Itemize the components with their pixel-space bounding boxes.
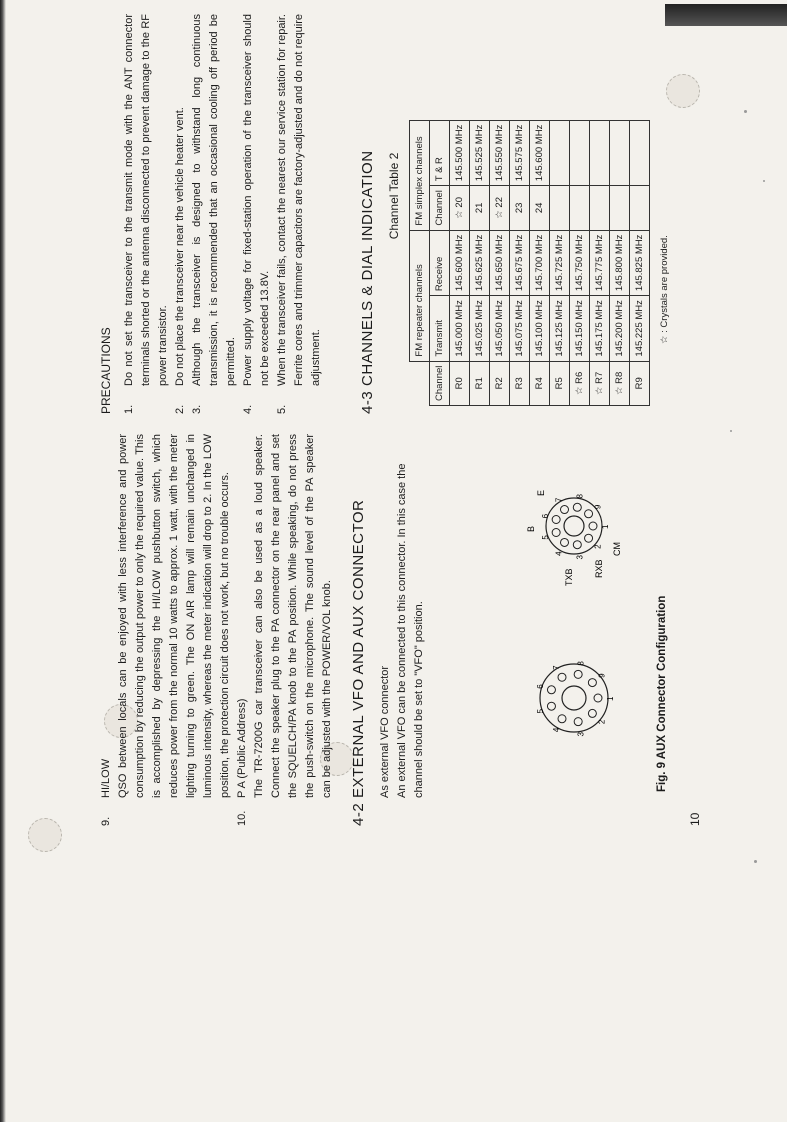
connector-pin	[561, 506, 569, 514]
precaution-number: 3.	[191, 404, 203, 414]
precaution-text: Although the transceiver is designed to withstand long continuous transmission, it is recommended that an occasional cooling off period be permitted.	[191, 14, 237, 386]
scan-edge-left	[0, 0, 6, 1122]
cell-t-and-r	[570, 120, 590, 186]
cell-simplex-channel: 24	[530, 186, 550, 230]
section-title: EXTERNAL VFO AND AUX CONNECTOR	[350, 499, 367, 798]
table-corner	[410, 361, 430, 405]
section-heading-4-3	[359, 14, 376, 414]
cell-simplex-channel: ☆ 20	[450, 186, 470, 230]
pin-number: 2	[593, 544, 603, 549]
cell-transmit: 145.125 MHz	[550, 296, 570, 362]
precaution-item	[189, 14, 240, 414]
connector-pin	[585, 510, 593, 518]
page-number: 10	[688, 812, 702, 826]
cell-channel: R1	[470, 361, 490, 405]
cell-channel: R5	[550, 361, 570, 405]
precaution-text: Do not place the transceiver near the vehicle heater vent.	[174, 107, 186, 386]
cell-receive: 145.750 MHz	[570, 230, 590, 296]
cell-transmit: 145.050 MHz	[490, 296, 510, 362]
table-row	[470, 120, 490, 405]
connector-pin	[588, 709, 596, 717]
connector-pin	[561, 538, 569, 546]
cell-transmit: 145.150 MHz	[570, 296, 590, 362]
cell-transmit: 145.225 MHz	[630, 296, 650, 362]
pin-number: 1	[601, 524, 610, 529]
table-row	[530, 120, 550, 405]
cell-channel: R4	[530, 361, 550, 405]
table-row	[550, 120, 570, 405]
cell-simplex-channel	[590, 186, 610, 230]
cell-channel: R0	[450, 361, 470, 405]
aux-connector-left-diagram	[536, 661, 615, 737]
precaution-text: Power supply voltage for fixed-station operation of the transceiver should not be exceeded 13.8V.	[242, 14, 271, 386]
cell-transmit: 145.075 MHz	[510, 296, 530, 362]
connector-pin	[574, 670, 582, 678]
item-heading: P A (Public Address)	[236, 698, 248, 798]
section-subtitle: As external VFO connector	[379, 665, 391, 798]
label-cm: CM	[612, 542, 622, 556]
connector-pin	[552, 528, 560, 536]
connector-pin	[552, 516, 560, 524]
pin-number: 5	[540, 535, 550, 540]
table-row	[590, 120, 610, 405]
pin-number: 4	[554, 551, 564, 556]
precaution-item	[240, 14, 274, 414]
connector-pin	[558, 715, 566, 723]
channel-table-body	[450, 120, 650, 405]
channel-table	[409, 120, 650, 406]
cell-channel: ☆ R6	[570, 361, 590, 405]
col-t-and-r: T & R	[430, 120, 450, 186]
cell-simplex-channel: 21	[470, 186, 490, 230]
item-public-address	[234, 434, 336, 826]
item-number: 10.	[236, 810, 248, 826]
section-text: An external VFO can be connected to this connector. In this case the channel should be set to "VFO" position.	[396, 463, 425, 798]
cell-t-and-r: 145.525 MHz	[470, 120, 490, 186]
cell-transmit: 145.000 MHz	[450, 296, 470, 362]
item-text: QSO between locals can be enjoyed with less interference and power consumption by reducing the output power to only the required value. This is accomplished by depressing the HI/LOW pushbutton switch, which reduces power from the normal 10 watts to approx. 1 watt, with the meter lighting turning to green. The ON AIR lamp will remain unchanged in luminous intensity, whereas the meter indication will drop to 2. In the LOW position, the protection circuit does not work, but no trouble occurs.	[117, 434, 231, 798]
pin-number: 9	[597, 673, 607, 678]
cell-t-and-r: 145.575 MHz	[510, 120, 530, 186]
pin-number: 6	[540, 513, 550, 519]
cell-receive: 145.675 MHz	[510, 230, 530, 296]
connector-pin	[594, 694, 602, 702]
aux-connector-right-diagram	[526, 490, 622, 586]
cell-receive: 145.700 MHz	[530, 230, 550, 296]
cell-transmit: 145.100 MHz	[530, 296, 550, 362]
col-receive: Receive	[430, 230, 450, 296]
table-row	[570, 120, 590, 405]
section-title: CHANNELS & DIAL INDICATION	[359, 150, 376, 386]
pin-number: 7	[554, 497, 564, 503]
section-number: 4-2	[350, 802, 367, 826]
pin-number: 5	[536, 708, 546, 714]
precaution-number: 2.	[174, 404, 186, 414]
cell-transmit: 145.200 MHz	[610, 296, 630, 362]
precaution-number: 4.	[242, 404, 254, 414]
cell-t-and-r: 145.600 MHz	[530, 120, 550, 186]
pin-number: 4	[552, 727, 561, 733]
cell-t-and-r: 145.550 MHz	[490, 120, 510, 186]
cell-simplex-channel	[610, 186, 630, 230]
cell-simplex-channel	[630, 186, 650, 230]
connector-pin	[547, 702, 555, 710]
aux-connector-figure	[506, 434, 676, 826]
pin-number: 7	[552, 665, 561, 670]
cell-receive: 145.650 MHz	[490, 230, 510, 296]
label-b: B	[526, 525, 536, 532]
cell-channel: ☆ R8	[610, 361, 630, 405]
rotated-page	[20, 14, 702, 832]
cell-transmit: 145.025 MHz	[470, 296, 490, 362]
precaution-text: When the transceiver fails, contact the nearest our service station for repair. Ferrite cores and trimmer capacitors are factory-adjusted and do not require adjustment.	[276, 14, 322, 386]
cell-receive: 145.825 MHz	[630, 230, 650, 296]
cell-t-and-r	[630, 120, 650, 186]
label-rxb: RXB	[594, 559, 604, 578]
figure-caption: Fig. 9 AUX Connector Configuration	[656, 595, 668, 792]
pin-number: 2	[597, 719, 607, 725]
connector-diagrams	[506, 434, 656, 826]
group-repeater-header: FM repeater channels	[410, 230, 430, 361]
table-row	[510, 120, 530, 405]
precaution-item	[121, 14, 172, 414]
table-row	[490, 120, 510, 405]
cell-channel: R9	[630, 361, 650, 405]
connector-pin	[574, 718, 582, 726]
pin-number: 3	[576, 731, 586, 737]
cell-receive: 145.625 MHz	[470, 230, 490, 296]
cell-t-and-r	[590, 120, 610, 186]
group-simplex-header: FM simplex channels	[410, 120, 430, 230]
cell-simplex-channel: 23	[510, 186, 530, 230]
item-number: 9.	[100, 816, 112, 826]
pin-number: 3	[575, 555, 585, 560]
cell-t-and-r	[610, 120, 630, 186]
cell-transmit: 145.175 MHz	[590, 296, 610, 362]
section-heading-4-2	[350, 434, 367, 826]
connector-pin	[588, 679, 596, 687]
connector-pin	[558, 673, 566, 681]
item-hi-low	[98, 434, 234, 826]
section-number: 4-3	[359, 390, 376, 414]
pin-number: 8	[575, 494, 585, 499]
precaution-item	[172, 14, 189, 414]
col-channel-simplex: Channel	[430, 186, 450, 230]
cell-channel: R3	[510, 361, 530, 405]
label-e: E	[536, 489, 546, 496]
table-row	[450, 120, 470, 405]
item-heading: HI/LOW	[100, 758, 112, 798]
connector-pin	[547, 686, 555, 694]
table-title: Channel Table 2	[387, 152, 401, 240]
col-channel: Channel	[430, 361, 450, 405]
cell-channel: ☆ R7	[590, 361, 610, 405]
pin-number: 8	[576, 661, 586, 666]
pin-number: 6	[536, 684, 546, 689]
precautions-title: PRECAUTIONS	[99, 327, 113, 414]
col-transmit: Transmit	[430, 296, 450, 362]
precaution-number: 5.	[276, 404, 288, 414]
table-footnote: ☆ : Crystals are provided.	[659, 235, 670, 344]
item-text: The TR-7200G car transceiver can also be used as a loud speaker. Connect the speaker plug to the PA connector on the rear panel and set the SQUELCH/PA knob to the PA position. While speaking, do not press the push-switch on the microphone. The sound level of the PA speaker can be adjusted with the POWER/VOL knob.	[253, 434, 333, 798]
left-column	[98, 434, 428, 826]
cell-simplex-channel: ☆ 22	[490, 186, 510, 230]
pin-number: 1	[606, 696, 615, 701]
cell-t-and-r: 145.500 MHz	[450, 120, 470, 186]
precaution-item	[274, 14, 325, 414]
cell-simplex-channel	[570, 186, 590, 230]
cell-receive: 145.600 MHz	[450, 230, 470, 296]
cell-t-and-r	[550, 120, 570, 186]
cell-channel: R2	[490, 361, 510, 405]
connector-pin	[573, 503, 581, 511]
cell-receive: 145.800 MHz	[610, 230, 630, 296]
label-txb: TXB	[564, 568, 574, 586]
cell-receive: 145.725 MHz	[550, 230, 570, 296]
cell-simplex-channel	[550, 186, 570, 230]
pin-number: 9	[593, 504, 603, 510]
connector-pin	[573, 541, 581, 549]
table-row	[630, 120, 650, 405]
precaution-number: 1.	[123, 404, 135, 414]
right-column	[98, 14, 673, 414]
connector-pin	[589, 522, 597, 530]
connector-pin	[585, 534, 593, 542]
cell-receive: 145.775 MHz	[590, 230, 610, 296]
precaution-text: Do not set the transceiver to the transmit mode with the ANT connector terminals shorted or the antenna disconnected to prevent damage to the RF power transistor.	[123, 14, 169, 386]
table-row	[610, 120, 630, 405]
